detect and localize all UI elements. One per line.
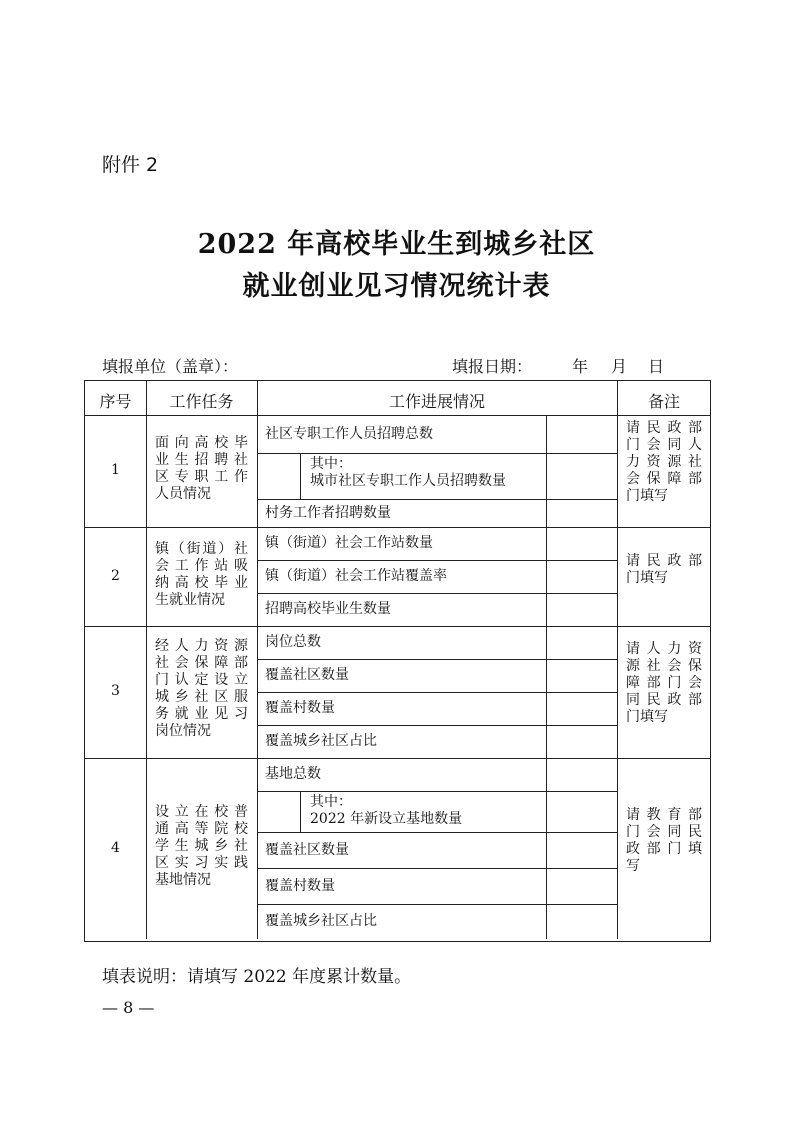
section-task-line: 城乡社区服 [155,689,248,705]
item-label: 覆盖社区数量 [265,667,349,683]
section-task-line: 经人力资源 [155,638,248,654]
attachment-label: 附件 2 [102,154,159,176]
section-task [155,541,248,609]
item-sub-label [310,794,542,828]
section-task-line: 基地情况 [155,871,211,888]
section-remark-line: 门会同民 [626,823,702,840]
sub-indent-line [300,453,301,499]
section-remark-line: 门填写 [626,488,668,504]
item-divider [257,904,617,905]
item-divider [257,868,617,869]
item-label: 覆盖社区数量 [265,841,349,858]
section-remark-line: 写 [626,857,640,874]
item-label: 镇（街道）社会工作站数量 [265,535,433,551]
section-remark [626,807,702,875]
item-divider [257,832,617,833]
section-remark-line: 请民政部 [626,420,702,436]
section-task [155,638,248,740]
section-remark [626,420,702,505]
item-sub-label-line: 其中： [310,794,352,810]
fill-unit-label: 填报单位（盖章）： [102,357,239,376]
section-remark-line: 门填写 [626,569,668,586]
item-label: 基地总数 [265,766,321,782]
header-seq: 序号 [99,392,132,411]
section-task-line: 镇（街道）社 [155,540,248,557]
fill-instructions: 填表说明：请填写 2022 年度累计数量。 [102,967,412,987]
item-label: 社区专职工作人员招聘总数 [265,425,433,442]
item-divider [257,593,617,594]
item-divider [257,692,617,693]
fill-date-label: 填报日期： [452,357,533,376]
item-divider [257,560,617,561]
col-line-seq [146,381,147,939]
section-seq: 1 [111,462,120,478]
section-task-line: 业生招聘社 [155,452,248,468]
item-label: 岗位总数 [265,634,321,650]
section-seq: 4 [111,839,120,856]
section-task-line: 区实习实践 [155,854,248,871]
item-label: 覆盖城乡社区占比 [265,733,377,749]
item-divider [257,453,617,454]
section-task-line: 设立在校普 [155,803,248,820]
title-line-1: 2022 年高校毕业生到城乡社区 [197,229,596,260]
item-sub-label-line: 城市社区专职工作人员招聘数量 [310,473,506,489]
section-remark [626,553,702,587]
section-task-line: 人员情况 [155,486,211,502]
col-line-value [546,415,547,939]
section-task-line: 会工作站吸 [155,557,248,574]
item-label: 镇（街道）社会工作站覆盖率 [265,568,447,584]
section-task-line: 面向高校毕 [155,435,248,451]
fill-day-label: 日 [648,357,665,376]
section-remark-line: 请教育部 [626,806,702,823]
col-line-remark [617,381,618,939]
item-divider [257,499,617,500]
section-task-line: 务就业见习 [155,706,248,722]
section-remark-line: 障部门会 [626,675,702,691]
item-sub-label [310,456,542,490]
item-sub-label-line: 2022 年新设立基地数量 [310,811,463,827]
statistics-table [84,380,711,942]
section-remark-line: 力资源社 [626,454,702,470]
item-label: 覆盖村数量 [265,877,335,894]
section-remark-line: 门会同人 [626,437,702,453]
section-remark-line: 请人力资 [626,641,702,657]
section-remark-line: 同民政部 [626,692,702,708]
item-label: 村务工作者招聘数量 [265,504,391,521]
header-progress: 工作进展情况 [388,392,485,411]
item-label: 覆盖村数量 [265,700,335,716]
section-task-line: 纳高校毕业 [155,574,248,591]
section-remark-line: 请民政部 [626,552,702,569]
item-divider [257,659,617,660]
col-line-task [257,381,258,939]
item-label: 覆盖城乡社区占比 [265,913,377,929]
section-task-line: 学生城乡社 [155,837,248,854]
page-number: — 8 — [102,998,155,1017]
section-remark-line: 门填写 [626,709,668,725]
section-task-line: 岗位情况 [155,723,211,739]
fill-month-label: 月 [611,357,628,376]
header-task: 工作任务 [169,392,234,411]
section-seq: 2 [111,567,120,584]
item-label: 招聘高校毕业生数量 [265,601,391,617]
section-task-line: 社会保障部 [155,655,248,671]
section-remark-line: 政部门填 [626,840,702,857]
section-task-line: 通高等院校 [155,820,248,837]
item-sub-label-line: 其中： [310,456,352,472]
section-task-line: 区专职工作 [155,469,248,485]
section-remark-line: 会保障部 [626,471,702,487]
section-seq: 3 [111,683,120,699]
section-task [155,804,248,889]
fill-year-label: 年 [572,357,589,376]
title-line-2: 就业创业见习情况统计表 [242,271,551,302]
header-remark: 备注 [647,392,680,411]
sub-indent-line [300,791,301,832]
section-remark [626,641,702,726]
section-task-line: 生就业情况 [155,591,225,608]
item-divider [257,725,617,726]
item-divider [257,791,617,792]
section-task [155,435,248,503]
section-remark-line: 源社会保 [626,658,702,674]
section-task-line: 门认定设立 [155,672,248,688]
